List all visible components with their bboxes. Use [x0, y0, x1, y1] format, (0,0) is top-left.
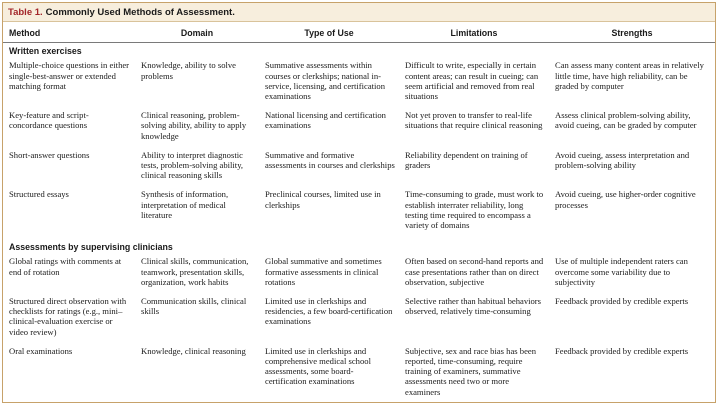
- domain-cell: Clinical skills, communication, teamwork, presentation skills, organization, work habits: [141, 256, 249, 287]
- limitations-cell: Often based on second-hand reports and case presentations rather than on direct observation, subjective: [405, 256, 544, 287]
- table-row: [3, 60, 715, 110]
- header-strengths: Strengths: [549, 22, 715, 43]
- table-title-bar: [3, 3, 715, 22]
- domain-cell: Communication skills, clinical skills: [141, 296, 247, 317]
- strengths-cell: Can assess many content areas in relatively little time, have high reliability, can be graded by computer: [555, 60, 704, 91]
- domain-cell: Clinical reasoning, problem-solving ability, ability to apply knowledge: [141, 110, 247, 141]
- domain-cell: Knowledge, clinical reasoning: [141, 345, 246, 356]
- method-cell: Global ratings with comments at end of rotation: [9, 256, 122, 277]
- table-row: [3, 346, 715, 403]
- table-row: [3, 110, 715, 150]
- table-number: Table 1.: [8, 6, 43, 18]
- domain-cell: Knowledge, ability to solve problems: [141, 60, 236, 81]
- table-row: [3, 256, 715, 296]
- table-row: [3, 189, 715, 239]
- header-row: [3, 22, 715, 43]
- assessment-methods-table: [3, 22, 715, 403]
- use-cell: Summative assessments within courses or clerkships; national in-service, licensing, and certification examinations: [265, 60, 386, 102]
- table-title: Commonly Used Methods of Assessment.: [45, 6, 235, 18]
- limitations-cell: Time-consuming to grade, must work to establish interrater reliability, long testing time required to encompass a variety of domains: [405, 189, 544, 231]
- limitations-cell: Subjective, sex and race bias has been reported, time-consuming, require training of examiners, summative assessments need two or more examiners: [405, 345, 537, 397]
- method-cell: Structured direct observation with checklists for ratings (e.g., mini–clinical-evaluation exercise or video review): [9, 296, 127, 337]
- use-cell: Preclinical courses, limited use in clerkships: [265, 189, 381, 210]
- strengths-cell: Avoid cueing, assess interpretation and problem-solving ability: [555, 149, 690, 171]
- domain-cell: Synthesis of information, interpretation of medical literature: [141, 189, 229, 220]
- section-heading: Written exercises: [9, 46, 82, 57]
- method-cell: Oral examinations: [9, 345, 73, 356]
- section-heading: Assessments by supervising clinicians: [9, 242, 173, 253]
- use-cell: National licensing and certification examinations: [265, 110, 386, 131]
- section-heading-row: [3, 239, 715, 256]
- table-row: [3, 296, 715, 346]
- table-frame: [2, 2, 716, 403]
- domain-cell: Ability to interpret diagnostic tests, problem-solving ability, clinical reasoning skills: [141, 149, 244, 181]
- use-cell: Limited use in clerkships and residencies, a few board-certification examinations: [265, 296, 393, 327]
- use-cell: Global summative and sometimes formative assessments in clinical rotations: [265, 256, 382, 287]
- limitations-cell: Difficult to write, especially in certain content areas; can result in cueing; can seem artificial and removed from real situations: [405, 60, 539, 102]
- header-limitations: Limitations: [399, 22, 549, 43]
- limitations-cell: Selective rather than habitual behaviors observed, relatively time-consuming: [405, 296, 542, 317]
- limitations-cell: Reliability dependent on training of graders: [405, 149, 528, 171]
- header-type-of-use: Type of Use: [259, 22, 399, 43]
- use-cell: Limited use in clerkships and comprehensive medical school assessments, some board-certification examinations: [265, 345, 371, 387]
- strengths-cell: Assess clinical problem-solving ability, avoid cueing, can be graded by computer: [555, 110, 697, 131]
- strengths-cell: Feedback provided by credible experts: [555, 296, 689, 307]
- strengths-cell: Feedback provided by credible experts: [555, 345, 689, 356]
- strengths-cell: Avoid cueing, use higher-order cognitive processes: [555, 189, 696, 210]
- use-cell: Summative and formative assessments in courses and clerkships: [265, 149, 395, 171]
- method-cell: Short-answer questions: [9, 149, 90, 160]
- header-method: Method: [3, 22, 135, 43]
- method-cell: Key-feature and script-concordance questions: [9, 110, 89, 131]
- strengths-cell: Use of multiple independent raters can overcome some variability due to subjectivity: [555, 256, 688, 287]
- method-cell: Structured essays: [9, 189, 69, 200]
- method-cell: Multiple-choice questions in either single-best-answer or extended matching format: [9, 60, 130, 91]
- header-domain: Domain: [135, 22, 259, 43]
- table-row: [3, 150, 715, 190]
- section-heading-row: [3, 43, 715, 61]
- limitations-cell: Not yet proven to transfer to real-life situations that require clinical reasoning: [405, 110, 543, 131]
